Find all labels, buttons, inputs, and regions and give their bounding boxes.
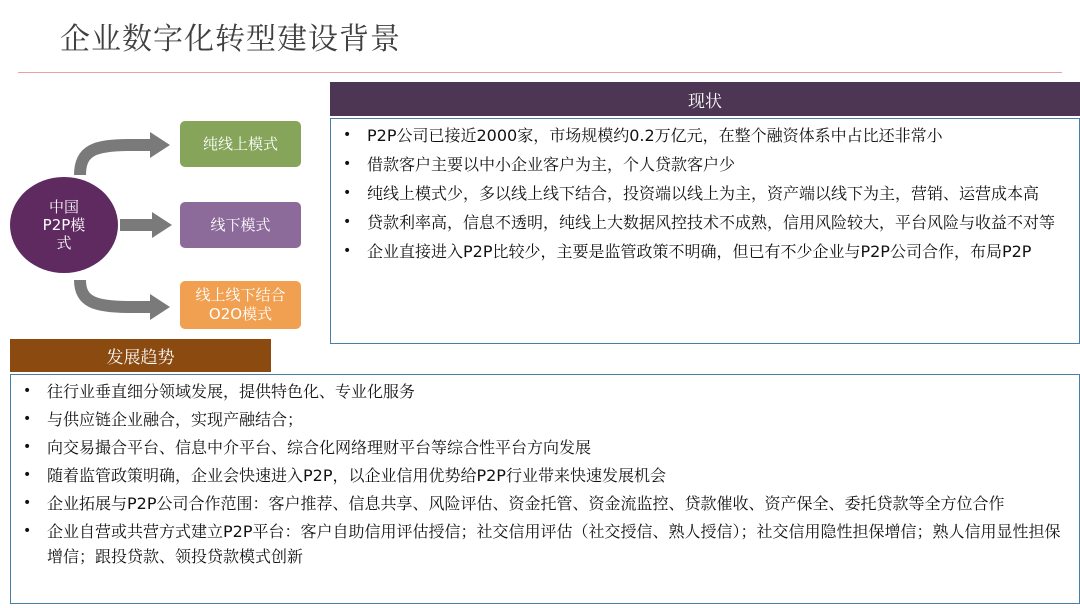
arrow-to-online bbox=[80, 145, 152, 175]
trend-header bbox=[10, 339, 271, 372]
list-item bbox=[17, 435, 1073, 460]
china-p2p-circle bbox=[10, 177, 118, 273]
mode-o2o-label: 线上线下结合 O2O模式 bbox=[195, 286, 286, 323]
status-list bbox=[337, 123, 1073, 264]
status-panel bbox=[330, 118, 1080, 344]
status-item-text: 企业直接进入P2P比较少，主要是监管政策不明确，但已有不少企业与P2P公司合作，布局P2P bbox=[367, 242, 1032, 261]
status-item-text: P2P公司已接近2000家，市场规模约0.2万亿元，在整个融资体系中占比还非常小 bbox=[367, 126, 943, 145]
list-item bbox=[337, 123, 1073, 148]
list-item bbox=[337, 152, 1073, 177]
mode-offline-label: 线下模式 bbox=[210, 215, 271, 234]
list-item bbox=[17, 463, 1073, 488]
list-item bbox=[337, 210, 1073, 235]
title-divider bbox=[18, 72, 1062, 73]
trend-item-text: 与供应链企业融合，实现产融结合； bbox=[47, 410, 304, 429]
mode-online-box bbox=[180, 121, 301, 167]
trend-panel bbox=[10, 374, 1080, 604]
mode-o2o-box bbox=[180, 281, 301, 329]
trend-item-text: 企业拓展与P2P公司合作范围：客户推荐、信息共享、风险评估、资金托管、资金流监控、贷款催收、资产保全、委托贷款等全方位合作 bbox=[47, 494, 1005, 513]
status-item-text: 贷款利率高，信息不透明，纯线上大数据风控技术不成熟，信用风险较大，平台风险与收益不对等 bbox=[367, 213, 1056, 232]
list-item bbox=[17, 491, 1073, 516]
arrow-head-online bbox=[150, 132, 170, 158]
bullet-icon: • bbox=[343, 185, 352, 201]
bullet-icon: • bbox=[343, 127, 352, 143]
bullet-icon: • bbox=[23, 467, 32, 483]
bullet-icon: • bbox=[23, 523, 32, 539]
mode-offline-box bbox=[180, 202, 301, 248]
trend-list bbox=[17, 379, 1073, 569]
list-item bbox=[17, 407, 1073, 432]
circle-label: 中国 P2P模 式 bbox=[42, 198, 86, 252]
bullet-icon: • bbox=[343, 156, 352, 172]
bullet-icon: • bbox=[343, 214, 352, 230]
bullet-icon: • bbox=[23, 439, 32, 455]
status-header-label: 现状 bbox=[688, 91, 722, 112]
bullet-icon: • bbox=[343, 243, 352, 259]
trend-item-text: 企业自营或共营方式建立P2P平台：客户自助信用评估授信；社交信用评估（社交授信、熟人授信）；社交信用隐性担保增信；熟人信用显性担保增信；跟投贷款、领投贷款模式创新 bbox=[47, 522, 1061, 566]
arrow-head-o2o bbox=[150, 294, 170, 320]
trend-item-text: 随着监管政策明确，企业会快速进入P2P，以企业信用优势给P2P行业带来快速发展机会 bbox=[47, 466, 666, 485]
mode-online-label: 纯线上模式 bbox=[202, 134, 278, 153]
status-header bbox=[330, 82, 1080, 116]
arrow-to-o2o bbox=[80, 280, 152, 307]
bullet-icon: • bbox=[23, 383, 32, 399]
list-item bbox=[17, 379, 1073, 404]
status-item-text: 借款客户主要以中小企业客户为主，个人贷款客户少 bbox=[367, 155, 736, 174]
arrow-head-offline bbox=[152, 212, 172, 238]
list-item bbox=[17, 519, 1073, 569]
trend-item-text: 往行业垂直细分领域发展，提供特色化、专业化服务 bbox=[47, 382, 416, 401]
trend-header-label: 发展趋势 bbox=[106, 348, 175, 368]
page-title: 企业数字化转型建设背景 bbox=[60, 22, 401, 57]
bullet-icon: • bbox=[23, 495, 32, 511]
status-item-text: 纯线上模式少，多以线上线下结合，投资端以线上为主，资产端以线下为主，营销、运营成本高 bbox=[367, 184, 1040, 203]
list-item bbox=[337, 239, 1073, 264]
list-item bbox=[337, 181, 1073, 206]
bullet-icon: • bbox=[23, 411, 32, 427]
trend-item-text: 向交易撮合平台、信息中介平台、综合化网络理财平台等综合性平台方向发展 bbox=[47, 438, 592, 457]
